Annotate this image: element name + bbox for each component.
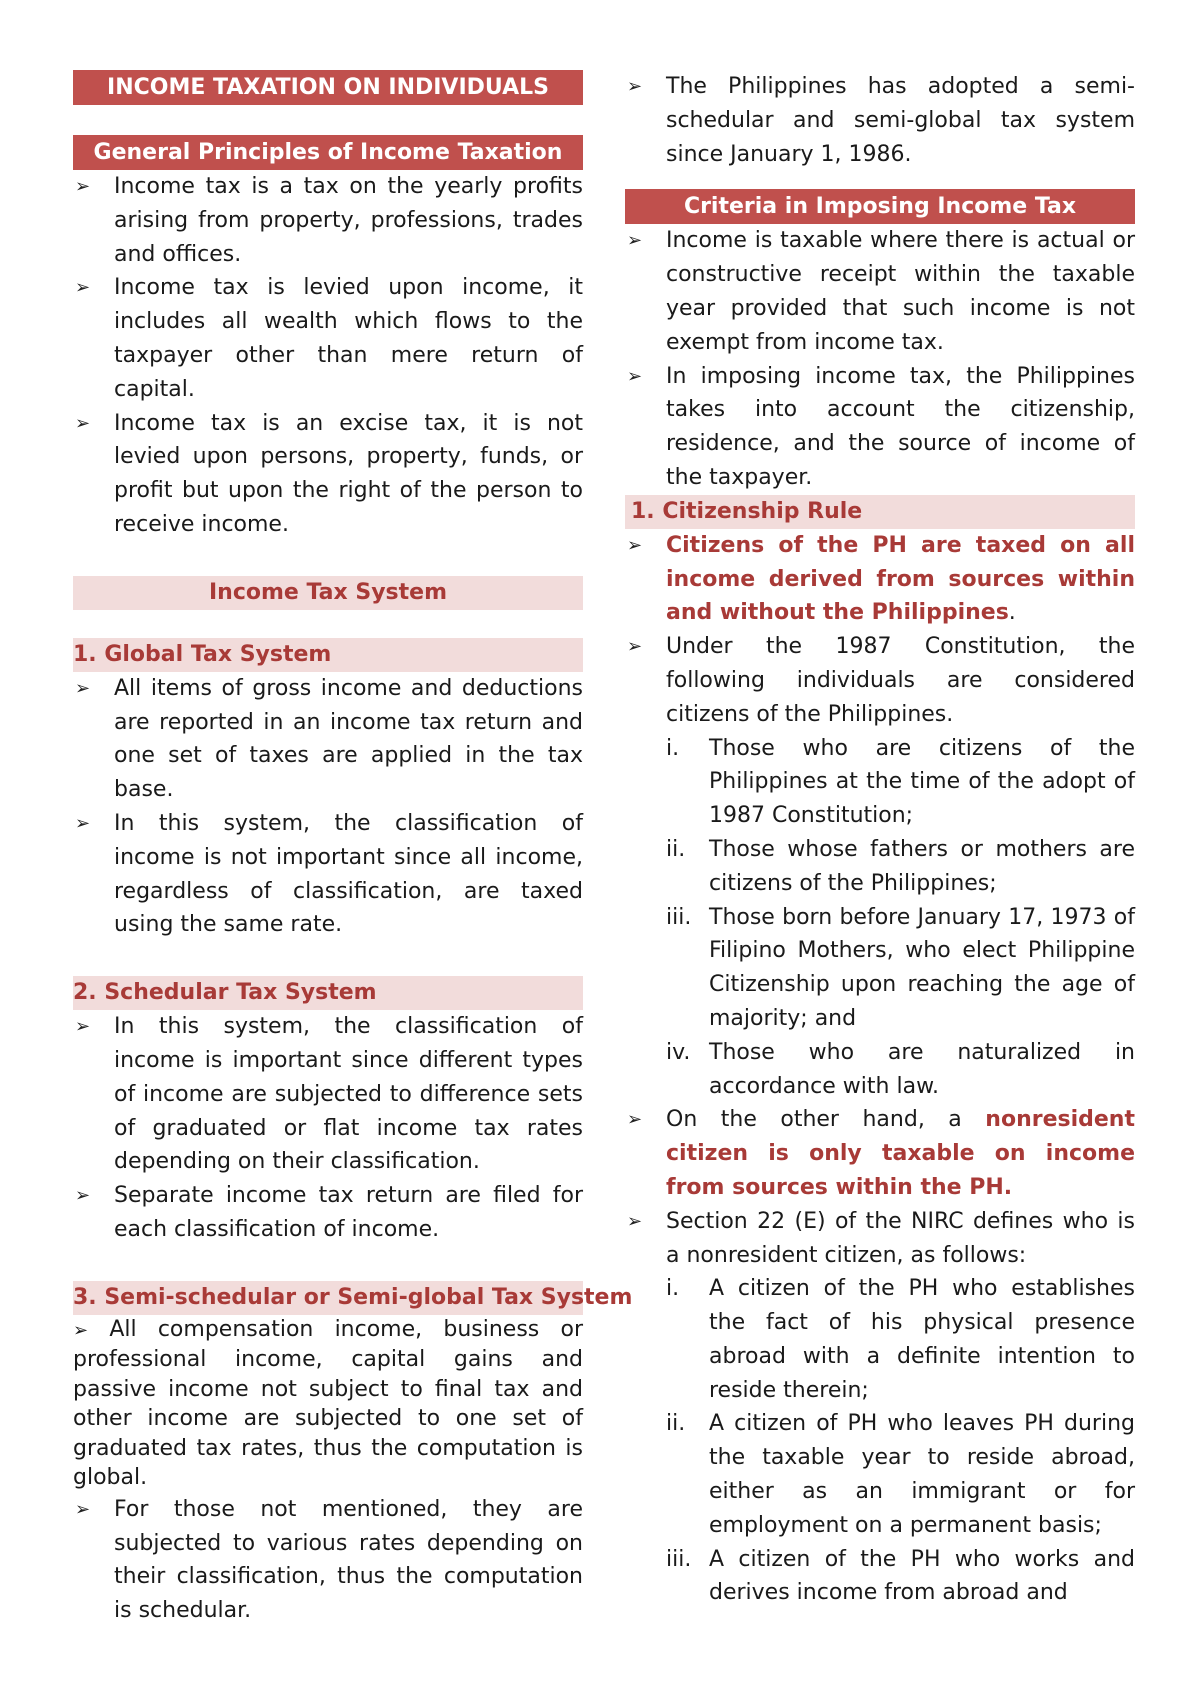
nonresident-item: ➢ On the other hand, a nonresident citizen is only taxable on income from sources within the PH. (625, 1103, 1135, 1204)
income-tax-system-header: Income Tax System (73, 576, 583, 610)
constitution-list-item-2: ii. Those whose fathers or mothers are citizens of the Philippines; (666, 836, 1135, 896)
citizenship-rule-header: 1. Citizenship Rule (625, 495, 1135, 529)
intro-item: ➢ The Philippines has adopted a semi-schedular and semi-global tax system since January 1, 1986. (625, 70, 1135, 171)
criteria-item-2: ➢ In imposing income tax, the Philippines takes into account the citizenship, residence, and the source of income of the taxpayer. (625, 360, 1135, 495)
constitution-list-item-3: iii. Those born before January 17, 1973 of Filipino Mothers, who elect Philippine Citizenship upon reaching the age of majority; and (666, 904, 1135, 1031)
criteria-item-1: ➢ Income is taxable where there is actual or constructive receipt within the taxable year provided that such income is not exempt from income tax. (625, 224, 1135, 359)
schedular-tax-system-header: 2. Schedular Tax System (73, 976, 583, 1010)
semi-schedular-header: 3. Semi-schedular or Semi-global Tax System (73, 1281, 583, 1315)
constitution-item: ➢ Under the 1987 Constitution, the following individuals are considered citizens of the Philippines. (625, 630, 1135, 731)
section-list-item-2: ii. A citizen of PH who leaves PH during the taxable year to reside abroad, either as an immigrant or for employment on a permanent basis; (666, 1411, 1135, 1538)
citizens-taxed-item: ➢ Citizens of the PH are taxed on all income derived from sources within and without the Philippines. (625, 529, 1135, 630)
semi-item-1: ➢ For those not mentioned, they are subjected to various rates depending on their classification, thus the computation is schedular. (73, 1493, 583, 1628)
schedular-item-2: ➢ Separate income tax return are filed for each classification of income. (73, 1179, 583, 1247)
constitution-list-item-4: iv. Those who are naturalized in accordance with law. (666, 1039, 1135, 1099)
arrow-bullet-icon: ➢ (73, 1319, 89, 1341)
global-item-2: ➢ In this system, the classification of income is not important since all income, regardless of classification, are taxed using the same rate. (73, 807, 583, 942)
general-item-1: ➢ Income tax is a tax on the yearly profits arising from property, professions, trades and offices. (73, 170, 583, 271)
right-column (625, 70, 1135, 1610)
criteria-header: Criteria in Imposing Income Tax (625, 189, 1135, 224)
schedular-item-1: ➢ In this system, the classification of income is important since different types of income are subjected to difference sets of graduated or flat income tax rates depending on their classification. (73, 1010, 583, 1179)
section-22-item: ➢ Section 22 (E) of the NIRC defines who is a nonresident citizen, as follows: (625, 1205, 1135, 1273)
global-item-1: ➢ All items of gross income and deductions are reported in an income tax return and one set of taxes are applied in the tax base. (73, 672, 583, 807)
section-list-item-1: i. A citizen of the PH who establishes the fact of his physical presence abroad with a definite intention to reside therein; (666, 1276, 1135, 1403)
left-column (73, 70, 633, 1628)
document-title: INCOME TAXATION ON INDIVIDUALS (73, 70, 583, 105)
general-item-3: ➢ Income tax is an excise tax, it is not levied upon persons, property, funds, or profit but upon the right of the person to receive income. (73, 407, 583, 542)
general-principles-header: General Principles of Income Taxation (73, 135, 583, 170)
constitution-list-item-1: i. Those who are citizens of the Philippines at the time of the adopt of 1987 Constitution; (666, 735, 1135, 829)
section-list-item-3: iii. A citizen of the PH who works and derives income from abroad and (666, 1546, 1135, 1606)
general-item-2: ➢ Income tax is levied upon income, it includes all wealth which flows to the taxpayer other than mere return of capital. (73, 271, 583, 406)
semi-schedular-paragraph: ➢ All compensation income, business or professional income, capital gains and passive income not subject to final tax and other income are subjected to one set of graduated tax rates, thus the computation is global. (73, 1316, 583, 1491)
global-tax-system-header: 1. Global Tax System (73, 638, 583, 672)
